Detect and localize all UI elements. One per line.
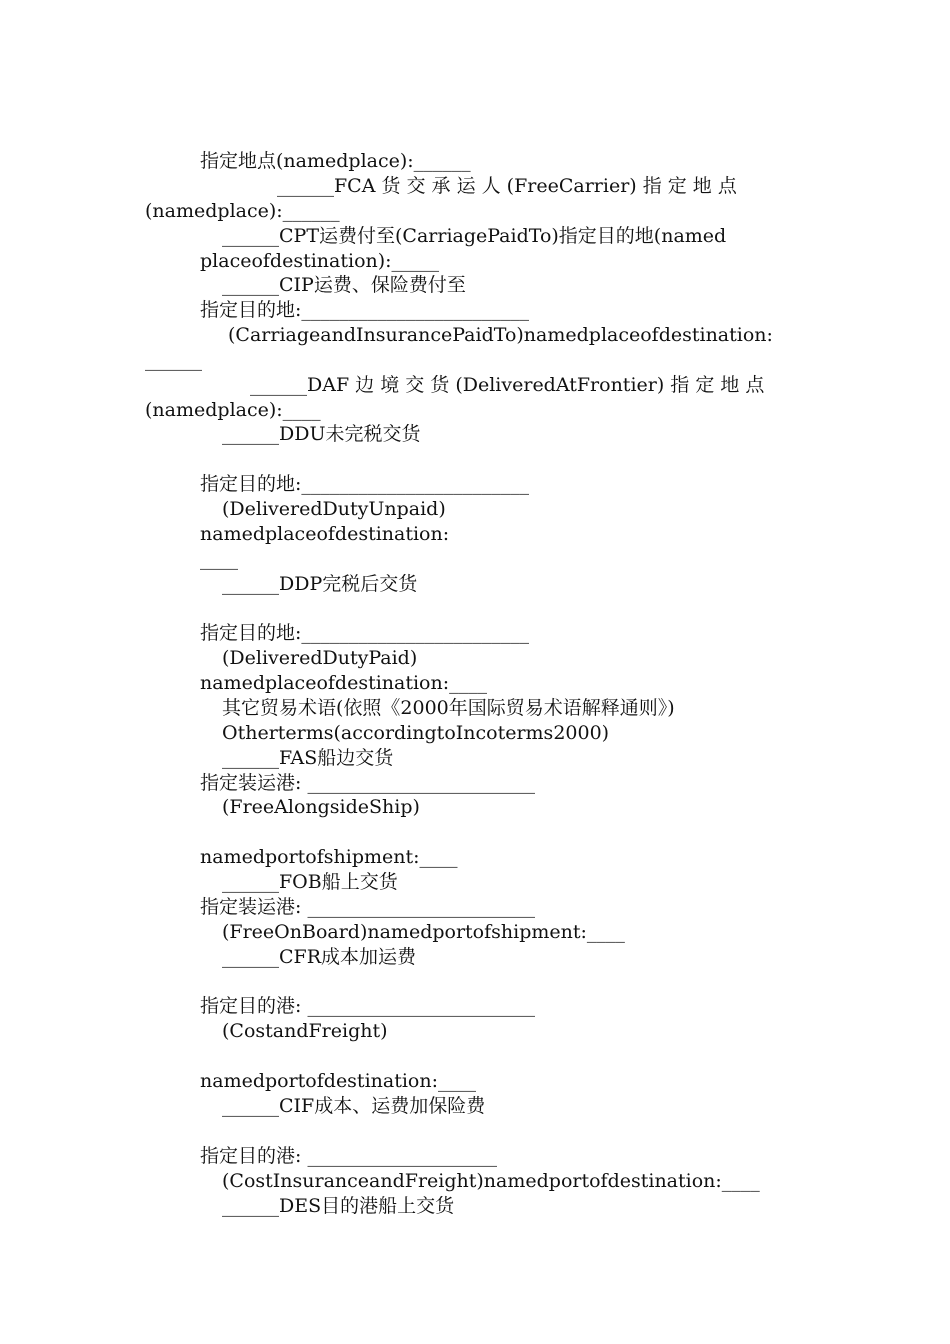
text-line: (FreeOnBoard)namedportofshipment:____ [222,921,625,943]
text-line: ______DES目的港船上交货 [222,1195,455,1217]
text-line: (DeliveredDutyUnpaid) [222,498,446,520]
text-line: 指定目的地:________________________ [200,299,530,321]
text-line: (CarriageandInsurancePaidTo)namedplaceofdestination: [228,324,773,346]
text-line: ____ [200,548,238,570]
text-line: ______FAS船边交货 [222,747,394,769]
text-line: namedplaceofdestination:____ [200,672,488,694]
text-line: 指定目的地:________________________ [200,622,530,644]
text-line: 指定装运港: ________________________ [200,896,536,918]
text-line: ______FCA 货 交 承 运 人 (FreeCarrier) 指 定 地 点 [277,175,737,197]
text-line: Otherterms(accordingtoIncoterms2000) [222,722,610,744]
text-line: (CostandFreight) [222,1020,388,1042]
text-line: ______CPT运费付至(CarriagePaidTo)指定目的地(named [222,225,727,247]
text-line: ______CIF成本、运费加保险费 [222,1095,486,1117]
text-line: ______CIP运费、保险费付至 [222,274,466,296]
text-line: namedportofdestination:____ [200,1070,477,1092]
text-line: (namedplace):______ [145,200,340,222]
text-line: 指定目的港: ____________________ [200,1145,498,1167]
text-line: 指定装运港: ________________________ [200,772,536,794]
text-line: (namedplace):____ [145,399,321,421]
text-line: ______CFR成本加运费 [222,946,417,968]
text-line: ______DDU未完税交货 [222,423,421,445]
text-line: namedportofshipment:____ [200,846,458,868]
text-line: ______DDP完税后交货 [222,573,418,595]
text-line: ______DAF 边 境 交 货 (DeliveredAtFrontier) 指 定 地 点 [250,374,765,396]
text-line: ______FOB船上交货 [222,871,398,893]
text-line: 指定目的地:________________________ [200,473,530,495]
text-line: 指定目的港: ________________________ [200,995,536,1017]
text-line: 指定地点(namedplace):______ [200,150,471,172]
text-line: (FreeAlongsideShip) [222,796,420,818]
text-line: placeofdestination):_____ [200,250,440,272]
text-line: (CostInsuranceandFreight)namedportofdestination:____ [222,1170,760,1192]
text-line: namedplaceofdestination: [200,523,450,545]
text-line: (DeliveredDutyPaid) [222,647,418,669]
text-line: 其它贸易术语(依照《2000年国际贸易术语解释通则》) [222,697,675,719]
text-line: ______ [145,349,202,371]
